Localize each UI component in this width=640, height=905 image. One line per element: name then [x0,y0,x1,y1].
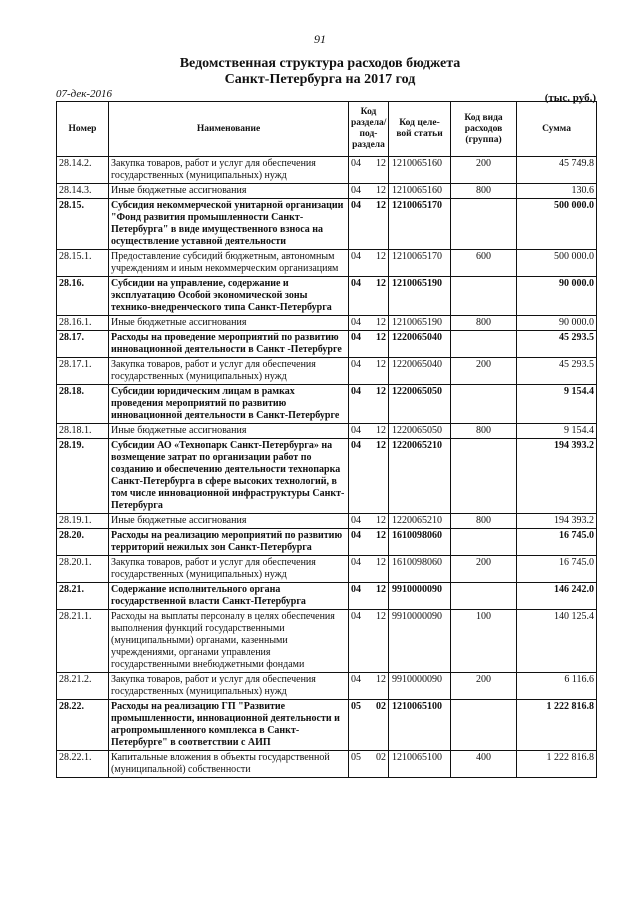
row-number: 28.15.1. [57,250,109,277]
row-subsection-code: 12 [367,157,389,184]
row-expense-type-code [451,700,517,751]
row-amount: 194 393.2 [517,514,597,529]
row-expense-type-code [451,529,517,556]
row-number: 28.14.2. [57,157,109,184]
row-number: 28.15. [57,199,109,250]
row-section-code: 04 [349,424,367,439]
row-expense-type-code: 800 [451,514,517,529]
document-date: 07-дек-2016 [56,88,113,100]
title-line-2: Санкт-Петербурга на 2017 год [224,72,416,87]
table-row [57,529,597,556]
row-number: 28.16. [57,277,109,316]
row-amount: 130.6 [517,184,597,199]
row-section-code: 04 [349,385,367,424]
row-target-code: 1210065160 [389,157,451,184]
row-number: 28.17.1. [57,358,109,385]
table-row [57,358,597,385]
row-subsection-code: 12 [367,316,389,331]
row-expense-type-code: 600 [451,250,517,277]
row-target-code: 1220065210 [389,439,451,514]
row-subsection-code: 12 [367,439,389,514]
row-name: Содержание исполнительного органа государственной власти Санкт-Петербурга [109,583,349,610]
row-number: 28.21. [57,583,109,610]
row-subsection-code: 12 [367,385,389,424]
row-section-code: 04 [349,556,367,583]
row-target-code: 9910000090 [389,583,451,610]
row-number: 28.18. [57,385,109,424]
row-name: Субсидии юридическим лицам в рамках проведения мероприятий по развитию инновационной деятельности в Санкт-Петербурге [109,385,349,424]
table-row [57,610,597,673]
row-subsection-code: 12 [367,529,389,556]
row-section-code: 04 [349,529,367,556]
table-row [57,184,597,199]
title-line-1: Ведомственная структура расходов бюджета [179,56,461,71]
table-header-row [57,102,597,157]
table-row [57,157,597,184]
table-row [57,199,597,250]
row-expense-type-code [451,277,517,316]
row-expense-type-code: 400 [451,751,517,778]
units-label: (тыс. руб.) [544,92,596,104]
table-row [57,514,597,529]
row-expense-type-code [451,331,517,358]
table-body [57,157,597,778]
row-section-code: 04 [349,157,367,184]
row-expense-type-code: 800 [451,424,517,439]
row-amount: 45 749.8 [517,157,597,184]
row-name: Закупка товаров, работ и услуг для обеспечения государственных (муниципальных) нужд [109,556,349,583]
row-target-code: 1210065170 [389,199,451,250]
row-target-code: 1220065050 [389,385,451,424]
table-row [57,439,597,514]
header-sum: Сумма [517,102,597,157]
row-name: Капитальные вложения в объекты государственной (муниципальной) собственности [109,751,349,778]
row-section-code: 04 [349,439,367,514]
row-subsection-code: 12 [367,199,389,250]
row-name: Иные бюджетные ассигнования [109,514,349,529]
row-subsection-code: 12 [367,358,389,385]
header-number: Номер [57,102,109,157]
row-subsection-code: 12 [367,184,389,199]
row-expense-type-code [451,439,517,514]
row-expense-type-code: 800 [451,316,517,331]
row-amount: 140 125.4 [517,610,597,673]
row-number: 28.17. [57,331,109,358]
table-row [57,424,597,439]
row-subsection-code: 12 [367,277,389,316]
row-name: Предоставление субсидий бюджетным, автономным учреждениям и иным некоммерческим организациям [109,250,349,277]
row-name: Расходы на проведение мероприятий по развитию инновационной деятельности в Санкт -Петербурге [109,331,349,358]
row-subsection-code: 12 [367,673,389,700]
row-target-code: 1220065210 [389,514,451,529]
row-number: 28.21.1. [57,610,109,673]
row-expense-type-code [451,583,517,610]
row-section-code: 05 [349,700,367,751]
row-section-code: 04 [349,673,367,700]
row-section-code: 04 [349,358,367,385]
row-name: Иные бюджетные ассигнования [109,316,349,331]
row-target-code: 1610098060 [389,556,451,583]
row-expense-type-code: 200 [451,358,517,385]
row-target-code: 1220065050 [389,424,451,439]
row-section-code: 05 [349,751,367,778]
row-subsection-code: 02 [367,700,389,751]
row-amount: 90 000.0 [517,316,597,331]
row-amount: 90 000.0 [517,277,597,316]
row-amount: 9 154.4 [517,385,597,424]
row-name: Субсидии АО «Технопарк Санкт-Петербурга» на возмещение затрат по организации работ по созданию и обеспечению деятельности технопарка Санкт-Петербурга в сфере высоких технологий, в том числе инновационной инфраструктуры Санкт-Петербурга [109,439,349,514]
row-target-code: 1220065040 [389,358,451,385]
row-subsection-code: 12 [367,583,389,610]
row-amount: 194 393.2 [517,439,597,514]
row-expense-type-code [451,199,517,250]
row-expense-type-code: 200 [451,673,517,700]
row-target-code: 1210065100 [389,751,451,778]
row-amount: 45 293.5 [517,358,597,385]
row-section-code: 04 [349,277,367,316]
row-name: Иные бюджетные ассигнования [109,424,349,439]
row-name: Закупка товаров, работ и услуг для обеспечения государственных (муниципальных) нужд [109,673,349,700]
table-row [57,751,597,778]
table-row [57,583,597,610]
row-name: Расходы на реализацию мероприятий по развитию территорий нежилых зон Санкт-Петербурга [109,529,349,556]
table-row [57,250,597,277]
row-target-code: 1210065190 [389,316,451,331]
row-name: Субсидии на управление, содержание и эксплуатацию Особой экономической зоны технико-внедренческого типа Санкт-Петербурга [109,277,349,316]
row-expense-type-code: 200 [451,556,517,583]
row-subsection-code: 12 [367,610,389,673]
row-amount: 16 745.0 [517,556,597,583]
row-section-code: 04 [349,610,367,673]
budget-table [56,101,597,778]
row-amount: 16 745.0 [517,529,597,556]
row-target-code: 1220065040 [389,331,451,358]
row-subsection-code: 12 [367,424,389,439]
row-amount: 1 222 816.8 [517,700,597,751]
row-subsection-code: 12 [367,556,389,583]
row-number: 28.20. [57,529,109,556]
header-vr: Код вида расходов (группа) [451,102,517,157]
row-target-code: 9910000090 [389,610,451,673]
header-csr: Код целе- вой статьи [389,102,451,157]
row-name: Расходы на реализацию ГП "Развитие промышленности, инновационной деятельности и агропромышленного комплекса в Санкт-Петербурге" в соответствии с АИП [109,700,349,751]
row-name: Закупка товаров, работ и услуг для обеспечения государственных (муниципальных) нужд [109,358,349,385]
row-target-code: 1210065160 [389,184,451,199]
row-expense-type-code [451,385,517,424]
row-number: 28.16.1. [57,316,109,331]
row-name: Субсидия некоммерческой унитарной организации "Фонд развития промышленности Санкт-Петербурга" в виде имущественного взноса на осуществление уставной деятельности [109,199,349,250]
row-target-code: 9910000090 [389,673,451,700]
row-number: 28.14.3. [57,184,109,199]
document-title [0,56,640,88]
row-subsection-code: 02 [367,751,389,778]
row-expense-type-code: 100 [451,610,517,673]
row-section-code: 04 [349,184,367,199]
table-row [57,385,597,424]
row-section-code: 04 [349,199,367,250]
table-row [57,673,597,700]
row-section-code: 04 [349,250,367,277]
header-section: Код раздела/ под- раздела [349,102,389,157]
row-expense-type-code: 800 [451,184,517,199]
table-row [57,700,597,751]
row-number: 28.21.2. [57,673,109,700]
row-number: 28.19. [57,439,109,514]
row-amount: 45 293.5 [517,331,597,358]
row-subsection-code: 12 [367,250,389,277]
table-row [57,316,597,331]
row-amount: 6 116.6 [517,673,597,700]
row-section-code: 04 [349,583,367,610]
row-amount: 146 242.0 [517,583,597,610]
row-amount: 1 222 816.8 [517,751,597,778]
row-subsection-code: 12 [367,331,389,358]
table-row [57,556,597,583]
row-amount: 500 000.0 [517,199,597,250]
row-name: Закупка товаров, работ и услуг для обеспечения государственных (муниципальных) нужд [109,157,349,184]
table-row [57,331,597,358]
row-number: 28.22.1. [57,751,109,778]
table-row [57,277,597,316]
row-number: 28.20.1. [57,556,109,583]
page-number: 91 [314,32,326,46]
row-number: 28.19.1. [57,514,109,529]
row-subsection-code: 12 [367,514,389,529]
header-name: Наименование [109,102,349,157]
row-target-code: 1210065190 [389,277,451,316]
row-number: 28.22. [57,700,109,751]
row-section-code: 04 [349,514,367,529]
row-target-code: 1210065170 [389,250,451,277]
row-number: 28.18.1. [57,424,109,439]
row-name: Расходы на выплаты персоналу в целях обеспечения выполнения функций государственными (муниципальными) органами, казенными учреждениями, органами управления государственными внебюджетными фондами [109,610,349,673]
row-target-code: 1210065100 [389,700,451,751]
row-name: Иные бюджетные ассигнования [109,184,349,199]
row-amount: 9 154.4 [517,424,597,439]
row-section-code: 04 [349,316,367,331]
row-target-code: 1610098060 [389,529,451,556]
row-section-code: 04 [349,331,367,358]
row-expense-type-code: 200 [451,157,517,184]
row-amount: 500 000.0 [517,250,597,277]
